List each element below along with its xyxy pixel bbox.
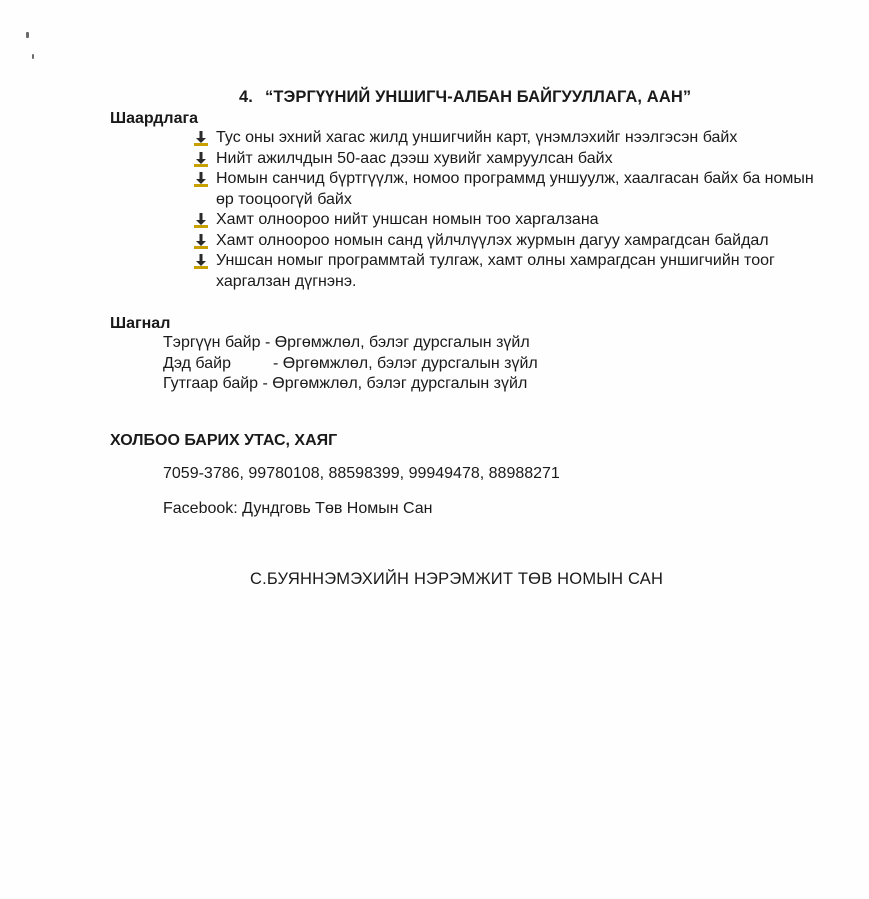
award-prize: - Өргөмжлөл, бэлэг дурсгалын зүйл (264, 334, 530, 351)
requirements-list (194, 128, 814, 292)
heading-number: 4. (239, 88, 253, 106)
scan-speck (26, 32, 29, 38)
award-row (163, 354, 538, 375)
down-arrow-bullet-icon (194, 234, 208, 249)
phone-numbers: 7059-3786, 99780108, 88598399, 99949478, 88988271 (163, 465, 560, 482)
list-item (194, 251, 814, 292)
organization-name: С.БУЯННЭМЭХИЙН НЭРЭМЖИТ ТӨВ НОМЫН САН (250, 570, 664, 588)
award-place: Дэд байр (163, 354, 231, 372)
requirement-text: Номын санчид бүртгүүлж, номоо программд уншуулж, хаалгасан байх ба номын өр тооцоогүй байх (216, 170, 814, 208)
list-item (194, 149, 814, 170)
scan-speck (32, 54, 34, 59)
down-arrow-bullet-icon (194, 131, 208, 146)
awards-heading: Шагнал (110, 315, 171, 332)
page-title (239, 88, 691, 107)
requirements-heading: Шаардлага (110, 110, 199, 127)
requirement-text: Хамт олноороо номын санд үйлчлүүлэх журмын дагуу хамрагдсан байдал (216, 231, 769, 249)
list-item (194, 210, 814, 231)
award-place: Тэргүүн байр (163, 334, 261, 351)
award-prize: - Өргөмжлөл, бэлэг дурсгалын зүйл (262, 375, 528, 392)
down-arrow-bullet-icon (194, 213, 208, 228)
requirement-text: Уншсан номыг программтай тулгаж, хамт олны хамрагдсан уншигчийн тоог харгалзан дүгнэнэ. (216, 252, 775, 290)
down-arrow-bullet-icon (194, 172, 208, 187)
facebook-contact: Facebook: Дундговь Төв Номын Сан (163, 500, 433, 517)
list-item (194, 128, 814, 149)
award-row (163, 333, 538, 354)
down-arrow-bullet-icon (194, 254, 208, 269)
requirement-text: Тус оны эхний хагас жилд уншигчийн карт, үнэмлэхийг нээлгэсэн байх (216, 129, 738, 146)
award-place: Гутгаар байр (163, 375, 259, 392)
requirement-text: Нийт ажилчдын 50-аас дээш хувийг хамруулсан байх (216, 149, 613, 167)
list-item (194, 231, 814, 252)
award-row (163, 374, 538, 395)
heading-title: “ТЭРГҮҮНИЙ УНШИГЧ-АЛБАН БАЙГУУЛЛАГА, ААН” (264, 88, 692, 106)
contact-heading: ХОЛБОО БАРИХ УТАС, ХАЯГ (110, 432, 338, 449)
award-prize: - Өргөмжлөл, бэлэг дурсгалын зүйл (273, 354, 538, 372)
list-item (194, 169, 814, 210)
requirement-text: Хамт олноороо нийт уншсан номын тоо харгалзана (216, 211, 599, 228)
down-arrow-bullet-icon (194, 152, 208, 167)
awards-list (163, 333, 538, 395)
